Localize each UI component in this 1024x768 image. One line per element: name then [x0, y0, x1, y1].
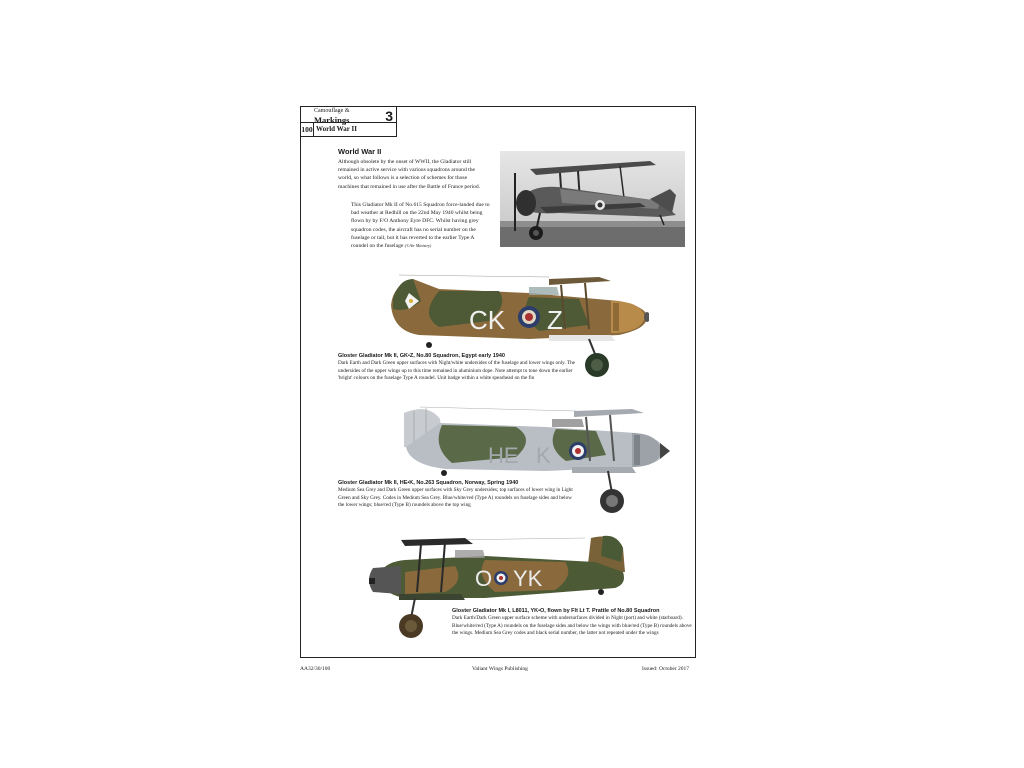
profile-2-caption	[338, 480, 578, 509]
profile-1-description: Dark Earth and Dark Green upper surfaces with Night/white undersides of the fuselage and lower wings only. The undersides of the upper wings up to this time remained in aluminium dope. Note attempt to tone down the earlier 'bright' colours on the fuselage Type A roundel. Unit badge within a white spearhead on the fin	[338, 360, 575, 381]
footer-publisher: Valiant Wings Publishing	[472, 666, 528, 672]
profile-1-code-right: Z	[547, 305, 563, 335]
section-main-label: Markings	[314, 115, 350, 125]
profile-3-title: Gloster Gladiator Mk I, L8011, YK•O, flown by Flt Lt T. Prattle of No.80 Squadron	[452, 608, 660, 614]
profile-2-code-left: HE	[488, 443, 519, 468]
profile-3-caption	[452, 608, 692, 637]
page-number: 100	[301, 125, 313, 134]
chapter-number: 3	[385, 108, 393, 124]
footer-code: AA32/30/100	[300, 666, 331, 672]
profile-1-caption	[338, 353, 578, 382]
section-header	[301, 107, 397, 137]
subsection-label: World War II	[316, 125, 357, 133]
profile-1-title: Gloster Gladiator Mk II, GK•Z, No.80 Squadron, Egypt early 1940	[338, 353, 505, 359]
profile-1-code-left: CK	[469, 305, 506, 335]
photo-caption	[351, 201, 491, 250]
profile-3-code-left: O	[475, 566, 493, 591]
profile-2-description: Medium Sea Grey and Dark Green upper surfaces with Sky Grey undersides; top surfaces of lower wing in Light Green and Sky Grey. Codes in Medium Sea Grey. Blue/white/red (Type A) roundels on fuselage sides and below the lower wings; blue/red (Type B) roundels above the top wing	[338, 487, 573, 508]
profile-3-description: Dark Earth/Dark Green upper surface scheme with undersurfaces divided in Night (port) and white (starboard). Blue/white/red (Type A) roundels on the fuselage sides and below the wings with blue/red (Type B) roundels above the wings. Medium Sea Grey codes and black serial number, the latter not repeated under the wings	[452, 615, 692, 636]
profile-3-code-right: YK	[513, 566, 543, 591]
book-page	[300, 106, 696, 658]
footer-issue-date: Issued: October 2017	[642, 666, 690, 672]
page-title: World War II	[338, 147, 382, 156]
archival-photo	[500, 151, 685, 247]
section-sub-label: Camouflage &	[314, 108, 350, 114]
intro-paragraph: Although obsolete by the onset of WWII, the Gladiator still remained in active service with various squadrons around the world, so what follows is a selection of schemes for those machines that remained in use after the Battle of France period.	[338, 159, 481, 190]
photo-caption-text: This Gladiator Mk II of No.615 Squadron force-landed due to bad weather at Redhill on the 22nd May 1940 whilst being flown by by F/O Anthony Eyre DFC. Whilst having grey squadron codes, the aircraft has no serial number on the fuselage or tail, but it has reverted to the earlier Type A roundel on the fuselage	[351, 202, 490, 250]
photo-credit: (©Air Ministry)	[404, 243, 432, 249]
profile-2-code-right: K	[536, 443, 551, 468]
profile-2-title: Gloster Gladiator Mk II, HE•K, No.263 Squadron, Norway, Spring 1940	[338, 480, 519, 486]
gladiator-photo-image	[500, 151, 685, 247]
